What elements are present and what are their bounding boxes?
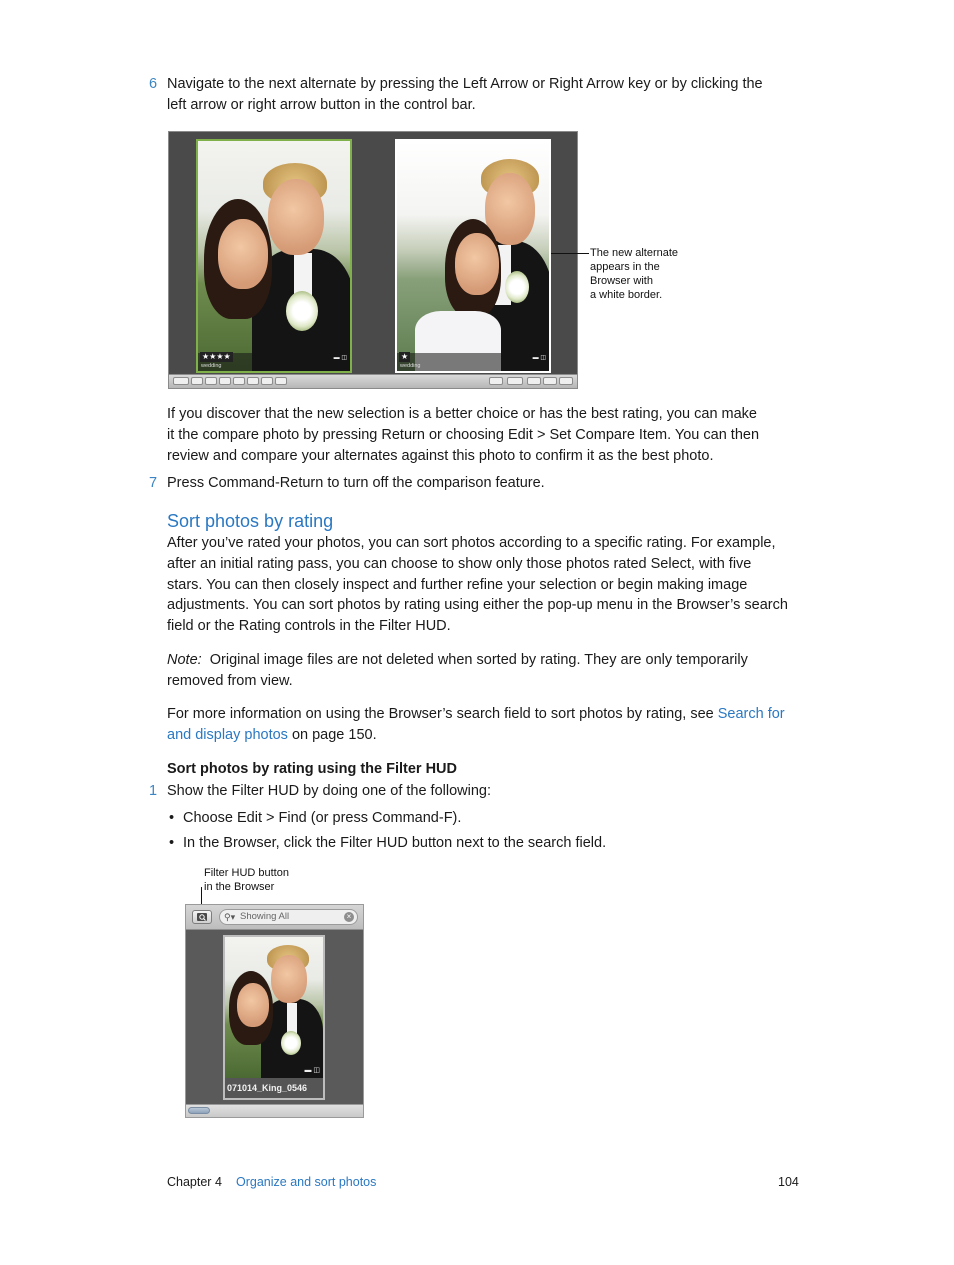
paragraph-line: adjustments. You can sort photos by rating using either the pop-up menu in the Browser’s search — [167, 597, 788, 614]
compare-paragraph — [167, 404, 807, 466]
bullet-dot: • — [169, 835, 175, 851]
photo-filename: 071014_King_0546 — [227, 1083, 308, 1093]
paragraph-line: field or the Rating controls in the Filter HUD. — [167, 618, 451, 635]
more-info-page-ref: on page 150. — [287, 726, 377, 743]
boutonniere — [281, 1031, 301, 1055]
page-number: 104 — [778, 1175, 799, 1189]
view-button[interactable] — [543, 377, 557, 385]
badge-icons: ▬ ◫ — [532, 355, 546, 361]
keyword-label: wedding — [201, 363, 222, 369]
more-info-line-1 — [167, 704, 817, 725]
step-number: 7 — [149, 475, 158, 491]
callout-line: appears in the — [590, 261, 660, 273]
footer-chapter-link[interactable]: Organize and sort photos — [236, 1175, 377, 1189]
paragraph-line: If you discover that the new selection is a better choice or has the best rating, you can make — [167, 406, 757, 422]
step-number: 6 — [149, 76, 158, 92]
view-button[interactable] — [527, 377, 541, 385]
section-intro — [167, 533, 817, 637]
control-bar — [169, 374, 577, 388]
rating-stars: ★ — [401, 352, 409, 361]
view-button[interactable] — [507, 377, 523, 385]
search-input[interactable] — [219, 909, 358, 925]
bullet-item: In the Browser, click the Filter HUD button next to the search field. — [183, 835, 607, 851]
step-number: 1 — [149, 783, 158, 799]
badge-icons: ▬ ◫ — [333, 355, 347, 361]
search-for-link[interactable]: Search for — [717, 706, 785, 722]
note-paragraph — [167, 650, 817, 692]
bride-face — [218, 219, 268, 289]
select-tool-button[interactable] — [173, 377, 189, 385]
bride-face — [237, 983, 269, 1027]
keyword-label: wedding — [400, 363, 421, 369]
paragraph-line: stars. You can then closely inspect and further refine your selection or begin making image — [167, 576, 748, 593]
rating-stars: ★★★★ — [202, 352, 231, 361]
groom-face — [271, 955, 307, 1003]
browser-thumbnail[interactable] — [223, 935, 325, 1100]
paragraph-line: After you’ve rated your photos, you can sort photos according to a specific rating. For example, — [167, 535, 776, 551]
search-placeholder: Showing All — [240, 911, 290, 922]
more-info-paragraph — [167, 704, 817, 746]
paragraph-line: it the compare photo by pressing Return or choosing Edit > Set Compare Item. You can then — [167, 426, 760, 443]
callout-line: Browser with — [590, 275, 653, 287]
footer-chapter: Chapter 4 — [167, 1175, 222, 1189]
section-heading: Sort photos by rating — [167, 511, 334, 531]
horizontal-scrollbar[interactable] — [186, 1104, 363, 1117]
callout-line: Filter HUD button — [204, 867, 289, 879]
task-subheading: Sort photos by rating using the Filter HUD — [167, 761, 457, 777]
alternate-callout — [590, 246, 678, 302]
tool-button[interactable] — [247, 377, 259, 385]
filter-hud-callout — [204, 866, 289, 894]
bullet-item: Choose Edit > Find (or press Command-F). — [183, 810, 462, 826]
browser-screenshot — [185, 904, 364, 1118]
step-6-text — [167, 74, 807, 116]
groom-face — [268, 179, 324, 255]
note-line-2: removed from view. — [167, 672, 293, 689]
tool-button[interactable] — [275, 377, 287, 385]
search-icon: ⚲▾ — [224, 912, 236, 922]
callout-line: in the Browser — [204, 881, 275, 893]
more-info-text: For more information on using the Browser’s search field to sort photos by rating, see — [167, 706, 718, 722]
callout-line: The new alternate — [590, 247, 679, 259]
note-text: Original image files are not deleted when sorted by rating. They are only temporarily — [209, 652, 748, 668]
note-label: Note: — [167, 652, 202, 668]
boutonniere — [505, 271, 529, 303]
browser-search-bar — [186, 905, 363, 930]
compare-view-screenshot — [168, 131, 578, 389]
display-photos-link[interactable]: and display photos — [167, 726, 288, 743]
callout-line: a white border. — [590, 289, 663, 301]
tool-button[interactable] — [205, 377, 217, 385]
paragraph-line: review and compare your alternates against this photo to confirm it as the best photo. — [167, 447, 714, 464]
boutonniere — [286, 291, 318, 331]
scroll-thumb[interactable] — [188, 1107, 210, 1114]
more-info-line-2 — [167, 725, 817, 746]
filter-hud-button[interactable] — [192, 910, 212, 924]
badge-icons: ▬ ◫ — [304, 1067, 320, 1074]
tool-button[interactable] — [219, 377, 231, 385]
step-6-line-2: left arrow or right arrow button in the control bar. — [167, 96, 476, 113]
alternate-photo — [395, 139, 551, 373]
tool-button[interactable] — [261, 377, 273, 385]
view-button[interactable] — [489, 377, 503, 385]
view-button[interactable] — [559, 377, 573, 385]
step-7-text: Press Command-Return to turn off the comparison feature. — [167, 475, 545, 491]
callout-leader-line — [551, 253, 589, 254]
step-6-line-1: Navigate to the next alternate by pressing the Left Arrow or Right Arrow key or by clicking the — [167, 76, 763, 92]
tool-button[interactable] — [233, 377, 245, 385]
bride-face — [455, 233, 499, 295]
tool-button[interactable] — [191, 377, 203, 385]
bullet-dot: • — [169, 810, 175, 826]
note-line-1 — [167, 650, 817, 671]
compare-photo — [196, 139, 352, 373]
paragraph-line: after an initial rating pass, you can choose to show only those photos rated Select, with five — [167, 555, 752, 572]
filter-hud-icon — [193, 911, 211, 923]
clear-search-icon[interactable]: × — [344, 912, 354, 922]
task-step-1-text: Show the Filter HUD by doing one of the following: — [167, 783, 492, 799]
